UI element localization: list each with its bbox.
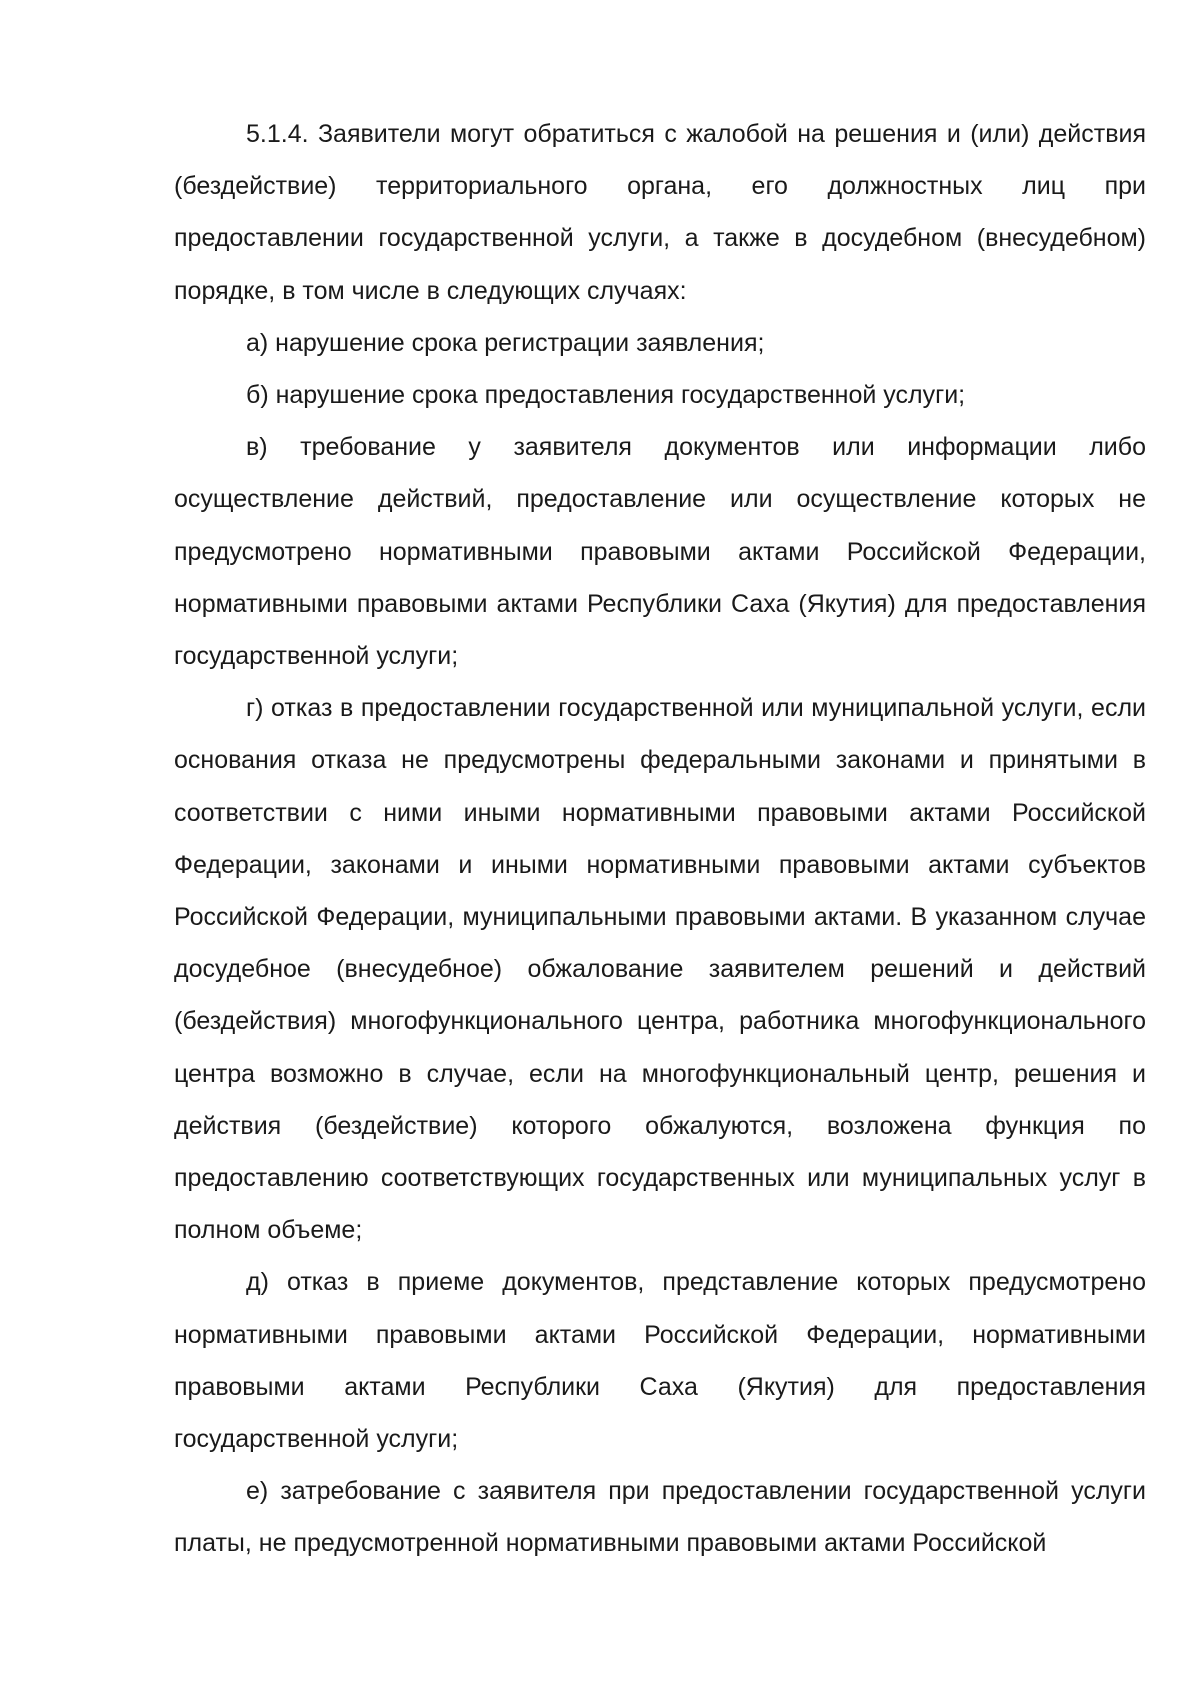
document-body: [174, 108, 1146, 1570]
list-item-e: е) затребование с заявителя при предоставлении государственной услуги платы, не предусмотренной нормативными правовыми актами Российской: [174, 1477, 1146, 1558]
list-item-v: в) требование у заявителя документов или информации либо осуществление действий, предоставление или осуществление которых не предусмотрено нормативными правовыми актами Российской Федерации, нормативными правовыми актами Республики Саха (Якутия) для предоставления государственной услуги;: [174, 433, 1146, 671]
paragraph-5-1-4: 5.1.4. Заявители могут обратиться с жалобой на решения и (или) действия (бездействие) территориального органа, его должностных лиц при предоставлении государственной услуги, а также в досудебном (внесудебном) порядке, в том числе в следующих случаях:: [174, 120, 1146, 305]
list-item-g: г) отказ в предоставлении государственной или муниципальной услуги, если основания отказа не предусмотрены федеральными законами и принятыми в соответствии с ними иными нормативными правовыми актами Российской Федерации, законами и иными нормативными правовыми актами субъектов Российской Федерации, муниципальными правовыми актами. В указанном случае досудебное (внесудебное) обжалование заявителем решений и действий (бездействия) многофункционального центра, работника многофункционального центра возможно в случае, если на многофункциональный центр, решения и действия (бездействие) которого обжалуются, возложена функция по предоставлению соответствующих государственных или муниципальных услуг в полном объеме;: [174, 694, 1146, 1245]
list-item-a: а) нарушение срока регистрации заявления;: [246, 328, 765, 357]
list-item-d: д) отказ в приеме документов, представление которых предусмотрено нормативными правовыми актами Российской Федерации, нормативными правовыми актами Республики Саха (Якутия) для предоставления государственной услуги;: [174, 1268, 1146, 1454]
list-item-b: б) нарушение срока предоставления государственной услуги;: [246, 381, 966, 410]
